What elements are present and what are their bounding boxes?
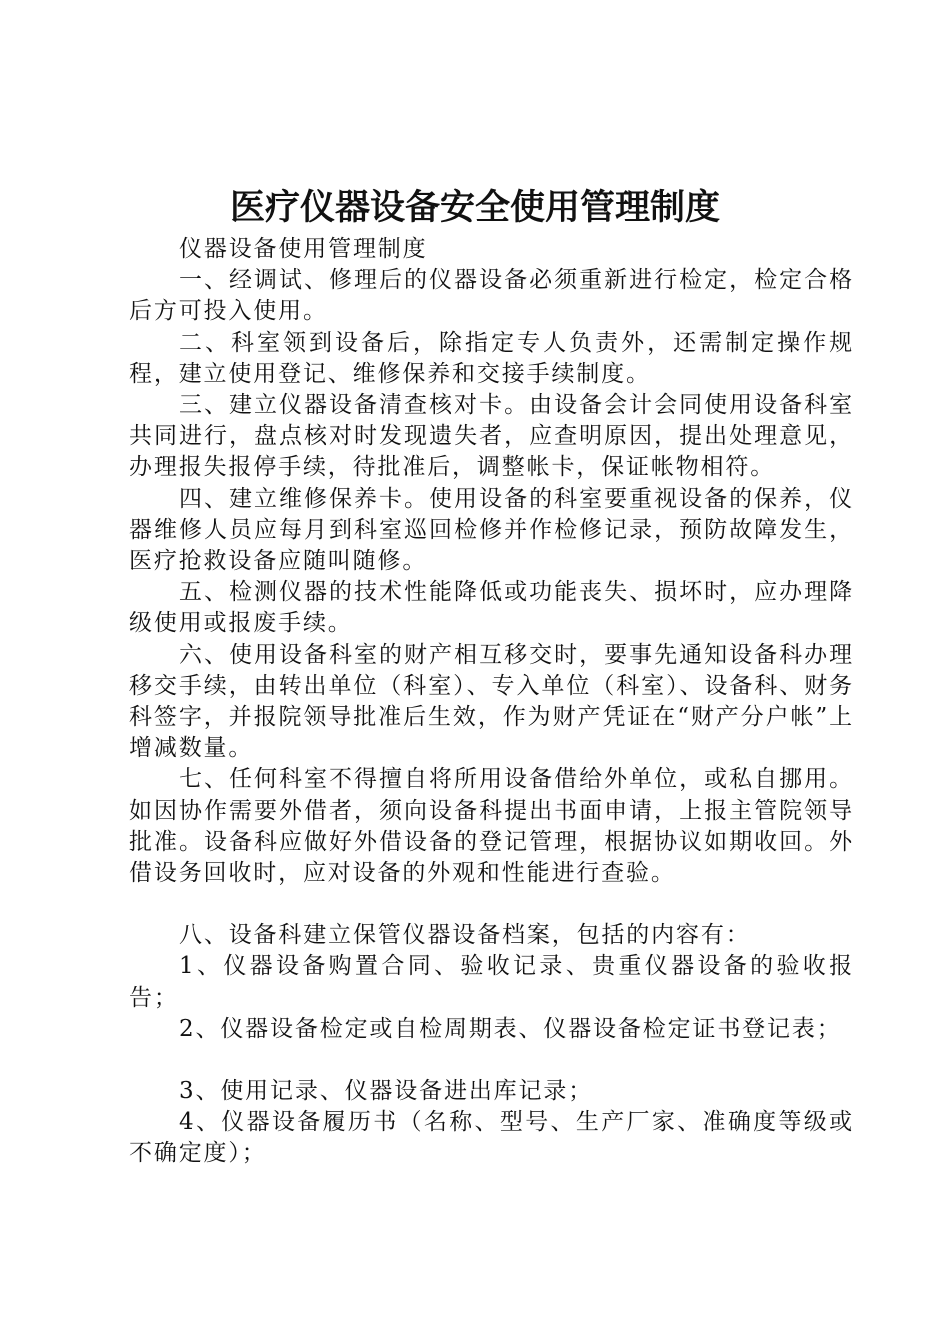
archive-item-1: 1、仪器设备购置合同、验收记录、贵重仪器设备的验收报告； [129, 953, 854, 1011]
rule-6-paragraph: 六、使用设备科室的财产相互移交时，要事先通知设备科办理移交手续，由转出单位（科室）、专入单位（科室）、设备科、财务科签字，并报院领导批准后生效，作为财产凭证在“财产分户帐”上增减数量。 [129, 641, 854, 762]
rule-5-paragraph: 五、检测仪器的技术性能降低或功能丧失、损坏时，应办理降级使用或报废手续。 [129, 579, 854, 637]
rule-4-paragraph: 四、建立维修保养卡。使用设备的科室要重视设备的保养，仪器维修人员应每月到科室巡回检修并作检修记录，预防故障发生，医疗抢救设备应随叫随修。 [129, 485, 854, 575]
document-title: 医疗仪器设备安全使用管理制度 [229, 188, 720, 228]
archive-item-4: 4、仪器设备履历书（名称、型号、生产厂家、准确度等级或不确定度）； [129, 1109, 854, 1167]
rule-3-paragraph: 三、建立仪器设备清查核对卡。由设备会计会同使用设备科室共同进行，盘点核对时发现遗失者，应查明原因，提出处理意见，办理报失报停手续，待批准后，调整帐卡，保证帐物相符。 [129, 392, 854, 481]
subtitle-paragraph: 仪器设备使用管理制度 [179, 236, 428, 262]
document-body [129, 234, 854, 1170]
rule-1-paragraph: 一、经调试、修理后的仪器设备必须重新进行检定，检定合格后方可投入使用。 [129, 267, 854, 325]
archive-item-2: 2、仪器设备检定或自检周期表、仪器设备检定证书登记表； [179, 1015, 842, 1042]
rule-2-paragraph: 二、科室领到设备后，除指定专人负责外，还需制定操作规程，建立使用登记、维修保养和交接手续制度。 [129, 329, 854, 387]
rule-8-paragraph: 八、设备科建立保管仪器设备档案，包括的内容有： [179, 922, 751, 949]
archive-item-3: 3、使用记录、仪器设备进出库记录； [179, 1078, 594, 1105]
rule-7-paragraph: 七、任何科室不得擅自将所用设备借给外单位，或私自挪用。如因协作需要外借者，须向设备科提出书面申请，上报主管院领导批准。设备科应做好外借设备的登记管理，根据协议如期收回。外借设务回收时，应对设备的外观和性能进行查验。 [129, 766, 854, 887]
